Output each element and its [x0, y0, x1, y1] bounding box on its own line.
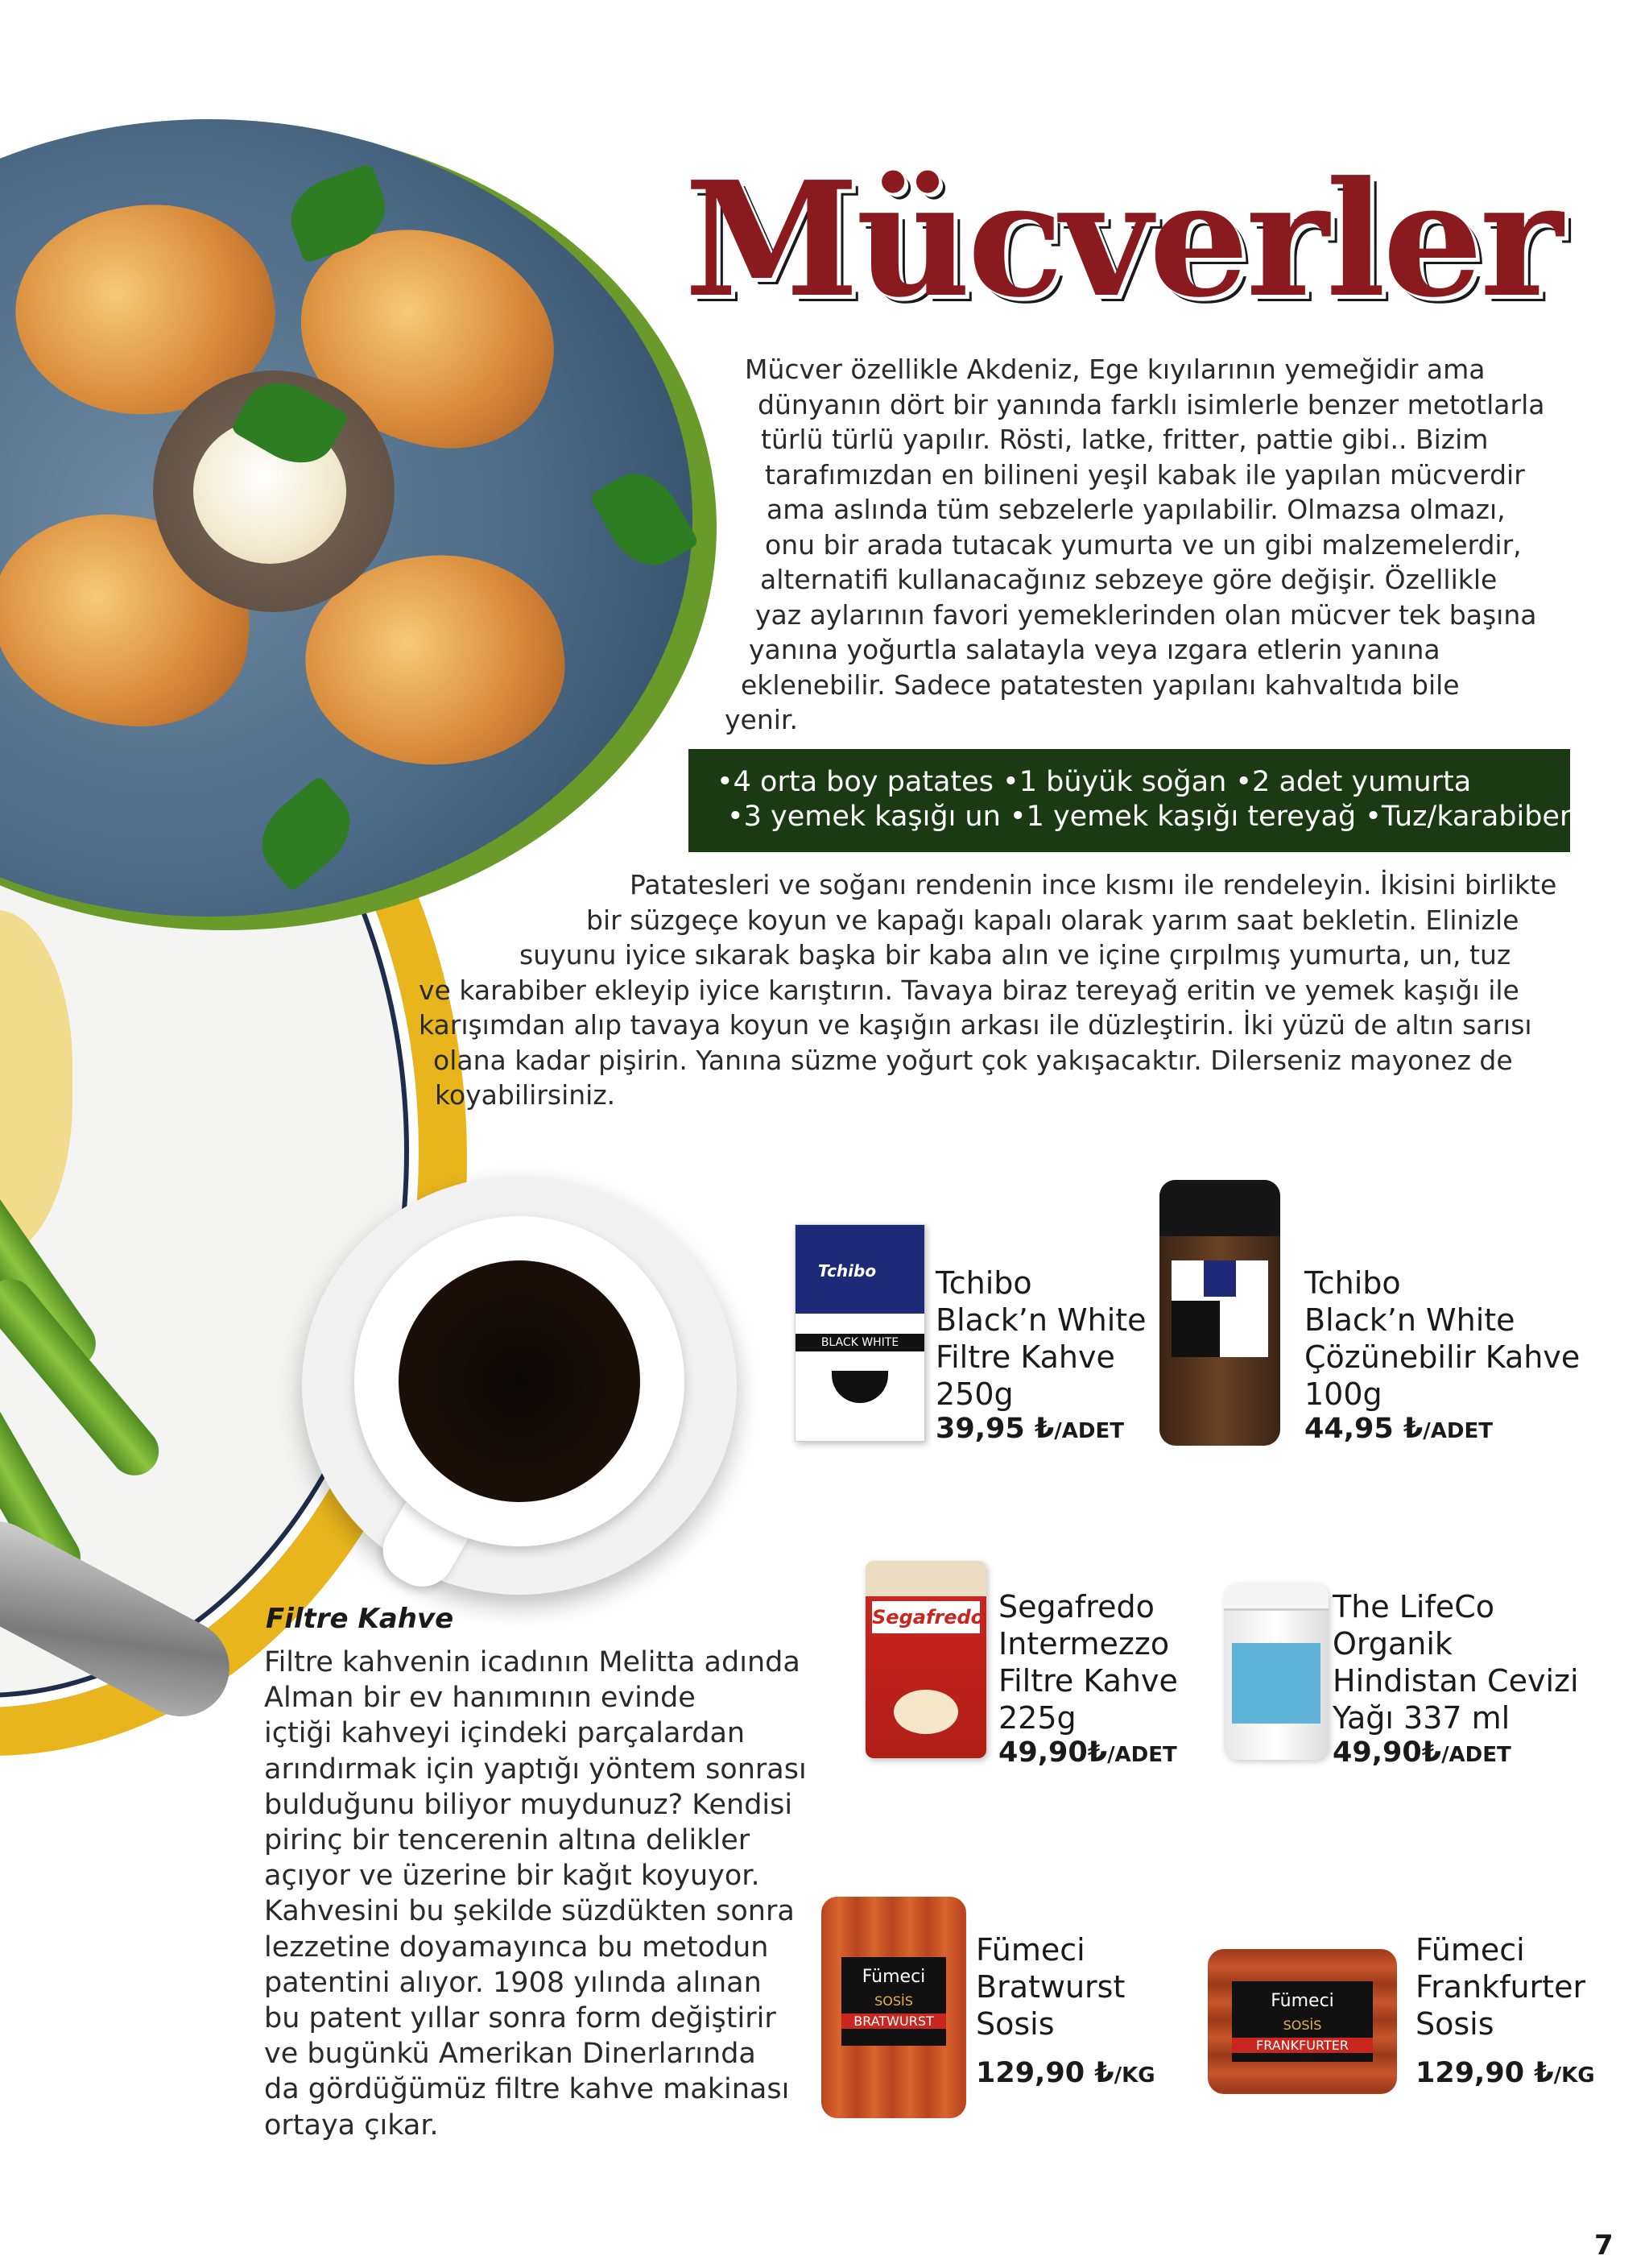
fumeci-logo: Fümeci	[1271, 1991, 1334, 2011]
intro-line: yaz aylarının favori yemeklerinden olan mücver tek başına	[755, 598, 1537, 631]
article-line: Kahvesini bu şekilde süzdükten sonra	[264, 1895, 795, 1928]
tchibo-logo	[1204, 1260, 1236, 1297]
product-name-line: Tchibo	[1304, 1265, 1401, 1301]
ingredients-line: •4 orta boy patates •1 büyük soğan •2 adet yumurta	[717, 766, 1472, 798]
article-line: ortaya çıkar.	[264, 2109, 439, 2142]
fumeci-logo: Fümeci	[862, 1967, 926, 1987]
pack-label	[1232, 1981, 1373, 2062]
price-value: 44,95 ₺	[1304, 1413, 1424, 1445]
black-coffee-image	[399, 1260, 640, 1502]
product-card-segafredo	[998, 1588, 1178, 1769]
tchibo-logo: Tchibo	[818, 1261, 877, 1281]
pack-label-text: SOSİS	[1283, 2018, 1322, 2033]
product-name-line: Tchibo	[936, 1265, 1032, 1301]
recipe-line: ve karabiber ekleyip iyice karıştırın. Tavaya biraz tereyağ eritin ve yemek kaşığı ile	[419, 974, 1519, 1006]
ingredients-line: •3 yemek kaşığı un •1 yemek kaşığı tereyağ •Tuz/karabiber	[727, 801, 1572, 833]
product-price	[1304, 1413, 1580, 1445]
tchibo-filter-coffee-pack-image	[795, 1224, 925, 1442]
product-name-line: Frankfurter	[1415, 1969, 1586, 2005]
product-name-line: Yağı 337 ml	[1333, 1700, 1511, 1736]
product-name-line: Çözünebilir Kahve	[1304, 1339, 1581, 1375]
product-name-line: Fümeci	[1415, 1932, 1525, 1968]
cup-icon	[894, 1690, 958, 1734]
price-value: 49,90₺	[998, 1736, 1108, 1769]
article-line: açıyor ve üzerine bir kağıt koyuyor.	[264, 1860, 760, 1893]
product-card-tchibo-instant	[1304, 1264, 1580, 1445]
article-line: patentini alıyor. 1908 yılında alınan	[264, 1966, 762, 1999]
page-title: Mücverler	[684, 147, 1560, 333]
cup-icon	[832, 1371, 888, 1403]
product-name-line: 100g	[1304, 1376, 1382, 1412]
intro-line: Mücver özellikle Akdeniz, Ege kıyılarının yemeğidir ama	[745, 354, 1486, 385]
product-name-line: Filtre Kahve	[998, 1663, 1178, 1699]
product-price	[936, 1413, 1147, 1445]
product-name-line: 250g	[936, 1376, 1014, 1412]
product-name-line: Black’n White	[1304, 1302, 1515, 1338]
product-name-line: Bratwurst	[976, 1969, 1126, 2005]
product-name-line: Hindistan Cevizi	[1333, 1663, 1579, 1699]
product-card-tchibo-filtre	[936, 1264, 1147, 1445]
price-unit: /ADET	[1107, 1743, 1177, 1767]
pack-label-text: BRATWURST	[841, 2013, 946, 2029]
article-line: bu patent yıllar sonra form değiştirir	[264, 2002, 776, 2035]
intro-line: yenir.	[725, 704, 798, 735]
segafredo-logo: Segafredo	[872, 1601, 980, 1633]
article-line: bulduğunu biliyor muydunuz? Kendisi	[264, 1788, 793, 1821]
intro-line: tarafımızdan en bilineni yeşil kabak ile yapılan mücverdir	[765, 458, 1525, 490]
article-line: pirinç bir tencerenin altına delikler	[264, 1824, 750, 1857]
jar-label	[1172, 1260, 1268, 1357]
page-number: 7	[1594, 2229, 1614, 2262]
tchibo-instant-coffee-jar-image	[1159, 1180, 1280, 1446]
product-card-bratwurst	[976, 1931, 1155, 2089]
product-name-line: Organik	[1333, 1626, 1453, 1662]
price-value: 49,90₺	[1333, 1736, 1442, 1769]
product-name-line: Filtre Kahve	[936, 1339, 1115, 1375]
price-unit: /ADET	[1054, 1419, 1124, 1443]
product-name-line: Intermezzo	[998, 1626, 1170, 1662]
recipe-line: olana kadar pişirin. Yanına süzme yoğurt çok yakışacaktır. Dilerseniz mayonez de	[433, 1044, 1513, 1076]
pack-band-text: BLACK WHITE	[796, 1334, 924, 1351]
article-body	[264, 1645, 807, 2143]
coconut-oil-jar-image	[1224, 1583, 1329, 1760]
article-line: Filtre kahvenin icadının Melitta adında	[264, 1646, 800, 1678]
product-price	[976, 2057, 1155, 2089]
recipe-line: suyunu iyice sıkarak başka bir kaba alın ve içine çırpılmış yumurta, un, tuz	[519, 939, 1511, 971]
intro-paragraph	[725, 352, 1544, 738]
product-card-coconut-oil	[1333, 1588, 1579, 1769]
article-line: içtiği kahveyi içindeki parçalardan	[264, 1717, 746, 1750]
product-price	[1415, 2057, 1595, 2089]
product-name-line: Fümeci	[976, 1932, 1085, 1968]
segafredo-pack-image	[866, 1561, 986, 1758]
intro-line: dünyanın dört bir yanında farklı isimlerle benzer metotlarla	[758, 388, 1545, 420]
intro-line: ama aslında tüm sebzelerle yapılabilir. Olmazsa olmazı,	[767, 494, 1506, 525]
recipe-line: bir süzgeçe koyun ve kapağı kapalı olarak yarım saat bekletin. Elinizle	[586, 904, 1519, 936]
article-title: Filtre Kahve	[266, 1603, 454, 1635]
product-price	[998, 1736, 1178, 1769]
product-name-line: Sosis	[1415, 2006, 1494, 2042]
price-value: 39,95 ₺	[936, 1413, 1055, 1445]
intro-line: yanına yoğurtla salatayla veya ızgara etlerin yanına	[749, 634, 1440, 665]
pack-label-text: FRANKFURTER	[1232, 2038, 1373, 2053]
recipe-line: karışımdan alıp tavaya koyun ve kaşığın arkası ile düzleştirin. İki yüzü de altın sarısı	[419, 1009, 1532, 1041]
product-name-line: Black’n White	[936, 1302, 1147, 1338]
recipe-instructions	[419, 867, 1556, 1113]
intro-line: onu bir arada tutacak yumurta ve un gibi malzemelerdir,	[765, 528, 1522, 561]
article-line: arındırmak için yaptığı yöntem sonrası	[264, 1753, 807, 1786]
frankfurter-pack-image	[1208, 1949, 1397, 2094]
product-name-line: Sosis	[976, 2006, 1055, 2042]
recipe-line: Patatesleri ve soğanı rendenin ince kısmı ile rendeleyin. İkisini birlikte	[630, 869, 1557, 900]
product-name-line: 225g	[998, 1700, 1077, 1736]
product-card-frankfurter	[1415, 1931, 1595, 2089]
intro-line: eklenebilir. Sadece patatesten yapılanı kahvaltıda bile	[741, 668, 1460, 701]
ingredients-box	[688, 749, 1570, 852]
article-line: ve bugünkü Amerikan Dinerlarında	[264, 2038, 756, 2071]
product-name-line: The LifeCo	[1333, 1589, 1495, 1624]
intro-line: alternatifi kullanacağınız sebzeye göre değişir. Özellikle	[760, 564, 1498, 595]
price-unit: /KG	[1114, 2063, 1155, 2088]
jar-label	[1232, 1643, 1320, 1724]
product-name-line: Segafredo	[998, 1589, 1155, 1624]
pack-label	[841, 1957, 946, 2046]
price-unit: /ADET	[1423, 1419, 1493, 1443]
article-line: da gördüğümüz filtre kahve makinası	[264, 2073, 790, 2106]
bratwurst-pack-image	[821, 1897, 966, 2118]
intro-line: türlü türlü yapılır. Rösti, latke, fritter, pattie gibi.. Bizim	[761, 424, 1489, 455]
price-unit: /ADET	[1441, 1743, 1511, 1767]
price-value: 129,90 ₺	[1415, 2057, 1554, 2089]
article-line: Alman bir ev hanımının evinde	[264, 1682, 696, 1715]
product-price	[1333, 1736, 1579, 1769]
price-unit: /KG	[1553, 2063, 1595, 2088]
article-line: lezzetine doyamayınca bu metodun	[264, 1931, 769, 1964]
recipe-line: koyabilirsiniz.	[435, 1079, 616, 1111]
pack-label-text: SOSİS	[874, 1993, 913, 2009]
price-value: 129,90 ₺	[976, 2057, 1114, 2089]
